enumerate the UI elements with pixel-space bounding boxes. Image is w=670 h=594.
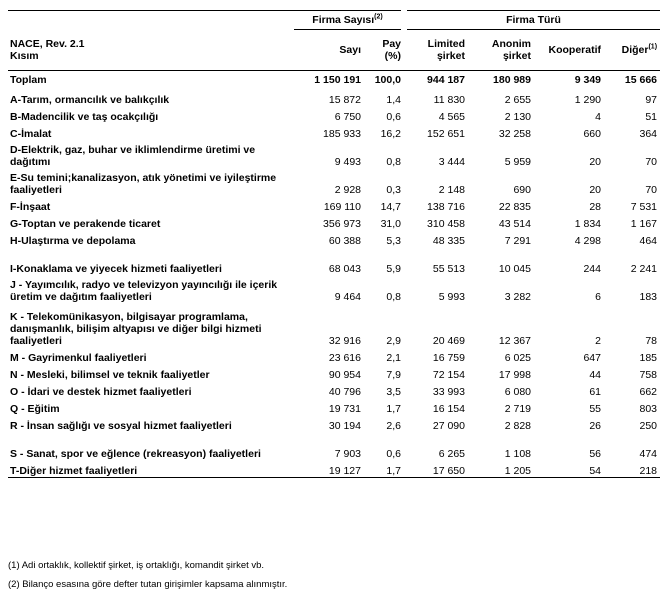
cell-sayi: 2 928 [334,184,361,196]
cell-diger: 97 [645,94,658,106]
table-row [8,168,660,196]
cell-anonim: 690 [513,184,531,196]
total-row [8,71,660,90]
cell-kooperatif: 647 [583,352,601,364]
cell-sayi: 169 110 [323,201,361,213]
cell-anonim: 2 719 [504,403,531,415]
cell-diger: 70 [645,156,658,168]
cell-anonim: 6 025 [504,352,531,364]
cell-limited: 33 993 [432,386,465,398]
table-row [8,381,660,398]
cell-kooperatif: 44 [589,369,601,381]
cell-diger: 78 [645,335,658,347]
total-anonim: 180 989 [493,74,531,86]
total-label: Toplam [10,74,47,86]
cell-sayi: 9 464 [334,291,361,303]
row-label: A-Tarım, ormancılık ve balıkçılık [10,94,170,106]
cell-kooperatif: 26 [589,420,601,432]
cell-diger: 758 [639,369,658,381]
row-label: N - Mesleki, bilimsel ve teknik faaliyetler [10,369,210,381]
cell-kooperatif: 56 [589,448,601,460]
cell-pay: 0,6 [386,448,401,460]
cell-pay: 5,3 [386,235,401,247]
cell-anonim: 10 045 [498,263,531,275]
cell-pay: 1,4 [386,94,401,106]
cell-limited: 138 716 [427,201,465,213]
cell-diger: 364 [639,128,658,140]
footnote-2: (2) Bilanço esasına göre defter tutan girişimler kapsama alınmıştır. [8,579,288,590]
cell-pay: 1,7 [364,460,404,478]
table-row [8,213,660,230]
cell-pay: 16,2 [380,128,401,140]
cell-anonim: 17 998 [498,369,531,381]
cell-limited: 11 830 [433,94,465,106]
cell-anonim: 2 655 [504,94,531,106]
cell-sayi: 90 954 [328,369,361,381]
cell-sayi: 40 796 [328,386,361,398]
cell-pay: 2,6 [386,420,401,432]
cell-limited: 20 469 [432,335,465,347]
row-label: O - İdari ve destek hizmet faaliyetleri [10,386,192,398]
cell-limited: 310 458 [427,218,465,230]
cell-limited: 2 148 [438,184,465,196]
table-row [8,415,660,432]
cell-anonim: 1 205 [468,460,534,478]
cell-sayi: 19 731 [328,403,361,415]
cell-kooperatif: 54 [534,460,604,478]
cell-limited: 72 154 [432,369,465,381]
row-label: Q - Eğitim [10,403,60,415]
table-row [8,432,660,460]
cell-diger: 185 [639,352,658,364]
cell-sayi: 9 493 [334,156,361,168]
col-header-diger: Diğer$^{(1)}$ [604,30,660,71]
cell-anonim: 7 291 [504,235,531,247]
cell-diger: 70 [645,184,658,196]
cell-pay: 1,7 [386,403,401,415]
header-group-row [8,11,660,30]
row-label: D-Elektrik, gaz, buhar ve iklimlendirme üretimi ve dağıtımı [10,144,256,168]
row-label: M - Gayrimenkul faaliyetleri [10,352,147,364]
table-row [8,398,660,415]
cell-sayi: 32 916 [328,335,361,347]
table-row [8,230,660,247]
row-label: E-Su temini;kanalizasyon, atık yönetimi ve iyileştirme faaliyetleri [10,172,277,196]
cell-kooperatif: 20 [589,184,601,196]
cell-diger: 183 [639,291,658,303]
cell-limited: 48 335 [432,235,465,247]
cell-sayi: 15 872 [328,94,361,106]
cell-limited: 16 759 [432,352,465,364]
table-row [8,140,660,168]
cell-limited: 4 565 [438,111,465,123]
total-pay: 100,0 [374,74,401,86]
cell-kooperatif: 6 [595,291,601,303]
row-label: F-İnşaat [10,201,51,213]
row-label: G-Toptan ve perakende ticaret [10,218,161,230]
table-row [8,460,660,478]
cell-kooperatif: 2 [595,335,601,347]
cell-anonim: 12 367 [498,335,531,347]
table-row [8,106,660,123]
table-row [8,123,660,140]
cell-kooperatif: 4 [595,111,601,123]
cell-diger: 250 [639,420,658,432]
cell-kooperatif: 244 [583,263,601,275]
table-row [8,364,660,381]
cell-limited: 16 154 [432,403,465,415]
cell-sayi: 60 388 [328,235,361,247]
cell-anonim: 1 108 [504,448,531,460]
cell-pay: 5,9 [386,263,401,275]
col-header-sayi: Sayı [294,30,364,71]
cell-kooperatif: 1 834 [574,218,601,230]
table-row [8,275,660,303]
footnotes [8,556,287,594]
row-label: I-Konaklama ve yiyecek hizmeti faaliyetleri [10,263,222,275]
cell-diger: 218 [604,460,660,478]
footnote-1: (1) Adi ortaklık, kollektif şirket, iş ortaklığı, komandit şirket vb. [8,560,265,571]
total-diger: 15 666 [624,74,658,86]
nace-header: NACE, Rev. 2.1 Kısım [8,30,294,71]
cell-pay: 2,9 [386,335,401,347]
cell-limited: 3 444 [438,156,465,168]
row-label: T-Diğer hizmet faaliyetleri [8,460,294,478]
col-header-limited: Limited şirket [404,30,468,71]
cell-anonim: 6 080 [504,386,531,398]
group-header-firm-count: Firma Sayısı$^{(2)}$ [294,11,404,30]
cell-kooperatif: 4 298 [574,235,601,247]
cell-sayi: 7 903 [334,448,361,460]
cell-sayi: 30 194 [328,420,361,432]
col-header-anonim: Anonim şirket [468,30,534,71]
cell-kooperatif: 20 [589,156,601,168]
cell-pay: 0,8 [386,156,401,168]
cell-limited: 27 090 [432,420,465,432]
cell-diger: 7 531 [630,201,658,213]
cell-diger: 464 [639,235,658,247]
table-row [8,196,660,213]
table-row [8,347,660,364]
cell-limited: 6 265 [438,448,465,460]
cell-sayi: 356 973 [323,218,361,230]
cell-anonim: 43 514 [498,218,531,230]
cell-anonim: 3 282 [504,291,531,303]
cell-anonim: 32 258 [498,128,531,140]
row-label: J - Yayımcılık, radyo ve televizyon yayıncılığı ile içerik üretim ve dağıtım faaliyetleri [10,279,278,303]
row-label: B-Madencilik ve taş ocakçılığı [10,111,159,123]
cell-diger: 474 [639,448,658,460]
firm-statistics-table-container [8,10,660,478]
cell-kooperatif: 61 [589,386,601,398]
cell-limited: 152 651 [427,128,465,140]
cell-diger: 51 [645,111,658,123]
cell-pay: 0,3 [386,184,401,196]
cell-pay: 3,5 [386,386,401,398]
cell-diger: 662 [639,386,658,398]
col-header-pay: Pay (%) [364,30,404,71]
row-label: R - İnsan sağlığı ve sosyal hizmet faaliyetleri [10,420,232,432]
cell-sayi: 68 043 [328,263,361,275]
cell-diger: 1 167 [630,218,658,230]
cell-pay: 14,7 [380,201,401,213]
cell-limited: 17 650 [404,460,468,478]
cell-anonim: 5 959 [504,156,531,168]
cell-pay: 7,9 [386,369,401,381]
cell-kooperatif: 1 290 [574,94,601,106]
cell-diger: 803 [639,403,658,415]
cell-sayi: 185 933 [323,128,361,140]
cell-anonim: 2 130 [504,111,531,123]
cell-sayi: 23 616 [328,352,361,364]
cell-anonim: 22 835 [498,201,531,213]
group-header-firm-type: Firma Türü [404,11,660,30]
total-kooperatif: 9 349 [574,74,601,86]
row-label: H-Ulaştırma ve depolama [10,235,136,247]
cell-kooperatif: 55 [589,403,601,415]
cell-kooperatif: 28 [589,201,601,213]
cell-limited: 55 513 [432,263,465,275]
cell-kooperatif: 660 [583,128,601,140]
table-row [8,89,660,106]
cell-sayi: 6 750 [334,111,361,123]
table-row [8,247,660,275]
total-sayi: 1 150 191 [314,74,361,86]
cell-pay: 0,6 [386,111,401,123]
row-label: C-İmalat [10,128,52,140]
cell-pay: 0,8 [386,291,401,303]
header-column-row [8,30,660,71]
col-header-kooperatif: Kooperatif [534,30,604,71]
total-limited: 944 187 [427,74,465,86]
row-label: K - Telekomünikasyon, bilgisayar programlama, danışmanlık, bilişim altyapısı ve diğer bilgi hizmeti faaliyetleri [10,311,262,347]
firm-statistics-table [8,10,660,478]
cell-pay: 31,0 [380,218,401,230]
row-label: S - Sanat, spor ve eğlence (rekreasyon) faaliyetleri [10,448,261,460]
table-row [8,303,660,347]
cell-sayi: 19 127 [294,460,364,478]
cell-anonim: 2 828 [504,420,531,432]
cell-diger: 2 241 [630,263,658,275]
cell-limited: 5 993 [438,291,465,303]
cell-pay: 2,1 [386,352,401,364]
